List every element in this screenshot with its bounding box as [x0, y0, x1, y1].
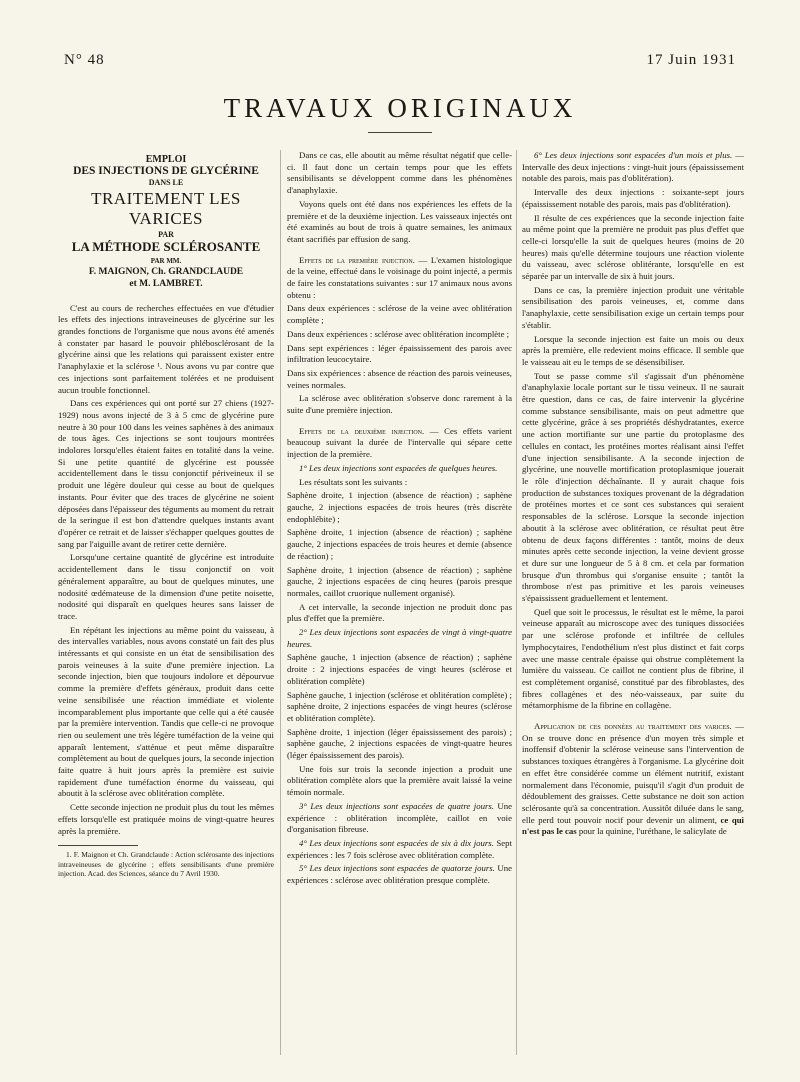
paragraph: 6° Les deux injections sont espacées d'un mois et plus. — Intervalle des deux injections : vingt-huit jours (épaississement notable des parois, mais pas d'oblitération). [522, 150, 744, 184]
paragraph: Cette seconde injection ne produit plus du tout les mêmes effets lorsqu'elle est pratiquée moins de vingt-quatre heures après la première. [58, 802, 274, 836]
paragraph: C'est au cours de recherches effectuées en vue d'étudier les effets des injections intraveineuses de glycérine sur les grandes fonctions de l'organisme que nous avons été amenés à constater par hasard le pouvoir phlébosclérosant de la glycérine ainsi que les relations qui paraissent exister entre l'anaphylaxie et la sclérose ¹. Nous avons vu par contre que ces injections sont parfaitement tolérées et ne produisent aucun trouble fonctionnel. [58, 302, 274, 395]
article-heading-line: PAR [158, 230, 174, 240]
paragraph: Voyons quels ont été dans nos expériences les effets de la première et de la deuxième injection. Les vaisseaux injectés ont été examinés au bout de trois à quatre semaines, les animaux étant sacrifiés par effusion de sang. [287, 198, 512, 244]
paragraph: La sclérose avec oblitération s'observe donc rarement à la suite d'une première injection. [287, 393, 512, 416]
list-item: Dans sept expériences : léger épaississement des parois avec infiltration leucocytaire. [287, 342, 512, 365]
case-title: 6° Les deux injections sont espacées d'un mois et plus. [534, 150, 733, 160]
paragraph: A cet intervalle, la seconde injection ne produit donc pas plus d'effet que la première. [287, 601, 512, 624]
article-heading-line: DANS LE [148, 178, 184, 188]
paragraph: Dans ce cas, elle aboutit au même résultat négatif que celle-ci. Il faut donc un certain temps pour que les effets sensibilisants se développent comme dans les phénomènes d'anaphylaxie. [287, 150, 512, 196]
paragraph: Lorsqu'une certaine quantité de glycérine est introduite accidentellement dans le tissu conjonctif on voit généralement apparaître, au bout de quelques minutes, une nodosité œdémateuse de la dimension d'une petite noisette, nodosité qui disparaît en quelques heures sans laisser de trace. [58, 552, 274, 621]
subsection-heading: Effets de la deuxième injection. [299, 425, 425, 436]
title-rule [368, 132, 432, 133]
column-divider [280, 150, 281, 1055]
case-title: 1° Les deux injections sont espacées de quelques heures. [299, 462, 498, 473]
paragraph: Une fois sur trois la seconde injection a produit une oblitération complète alors que la première avait laissé la veine témoin normale. [287, 763, 512, 798]
list-item: Saphène gauche, 1 injection (sclérose et oblitération complète) ; saphène droite, 2 injections espacées de vingt heures (sclérose et oblitération complète). [287, 689, 512, 723]
case-title: 4° Les deux injections sont espacées de six à dix jours. [299, 837, 494, 848]
list-item: Dans deux expériences : sclérose avec oblitération incomplète ; [287, 328, 510, 339]
paragraph: Effets de la deuxième injection. — Ces effets varient beaucoup suivant la durée de l'intervalle qui sépare cette injection de la première. [287, 425, 512, 460]
paragraph: 5° Les deux injections sont espacées de quatorze jours. Une expériences : sclérose avec oblitération presque complète. [287, 863, 513, 886]
byline-label: PAR MM. [150, 256, 182, 265]
subsection-heading: Application de ces données au traitement des varices. [534, 721, 732, 732]
paragraph: Il résulte de ces expériences que la seconde injection faite au même point que la première ne produit pas plus d'effet que celle-ci lorsqu'elle la suit de quelques heures (moins de 20 heures) mais qu'elle détermine toujours une réaction violente du vaisseau, avec sclérose oblitérante, lorsqu'elle en est séparée par un intervalle de six à huit jours. [522, 212, 744, 282]
case-title: 5° Les deux injections sont espacées de quatorze jours. [299, 863, 495, 874]
list-item: Saphène droite, 1 injection (absence de réaction) ; saphène gauche, 2 injections espacées de cinq heures (parois presque normales, caillot cruorique nullement organisé). [287, 564, 512, 598]
paragraph: 4° Les deux injections sont espacées de six à dix jours. Sept expériences : les 7 fois sclérose avec oblitération complète. [287, 837, 512, 860]
column-3 [522, 150, 744, 840]
footnote: 1. F. Maignon et Ch. Grandclaude : Action sclérosante des injections intraveineuses de glycérine ; effets sensibilisants d'une première injection. Acad. des Sciences, séance du 7 Avril 1930. [58, 850, 274, 879]
paragraph: Application de ces données au traitement des varices. — On se trouve donc en présence d'un moyen très simple et inoffensif d'obtenir la sclérose veineuse sans l'intervention de substances toxiques étrangères à l'organisme. La glycérine doit en effet être considérée comme un élément nutritif, existant normalement dans l'économie, puisqu'il s'agit d'un produit de dédoublement des graisses. Cette substance ne doit son action sclérosante qu'à sa concentration. Aussitôt diluée dans le sang, elle perd tout pouvoir nocif pour devenir un aliment, ce qui n'est pas le cas pour la quinine, l'uréthane, le salicylate de [522, 721, 744, 837]
paragraph: Lorsque la seconde injection est faite un mois ou deux après la première, elle redevient moins efficace. Il semble que le vaisseau ait eu le temps de se désensibiliser. [522, 333, 744, 367]
case-title: 2° Les deux injections sont espacées de vingt à vingt-quatre heures. [287, 627, 512, 649]
paragraph: Effets de la première injection. — L'examen histologique de la veine, effectué dans le voisinage du point injecté, a permis de faire les constatations suivantes : sur 17 animaux nous avons obtenu : [287, 254, 512, 300]
issue-date: 17 Juin 1931 [646, 52, 736, 68]
column-2 [287, 150, 512, 889]
list-item: Dans six expériences : absence de réaction des parois veineuses, veines normales. [287, 367, 512, 390]
authors: et M. LAMBRET. [129, 278, 203, 289]
list-item: Saphène droite, 1 injection (absence de réaction) ; saphène gauche, 2 injections espacées de trois heures et demie (absence de réaction) ; [287, 527, 512, 561]
column-divider [516, 150, 517, 1055]
article-heading-line: EMPLOI [145, 154, 187, 165]
paragraph: 3° Les deux injections sont espacées de quatre jours. Une expérience : oblitération incomplète, caillot en voie d'organisation fibreuse. [287, 800, 512, 835]
paragraph: Dans ce cas, la première injection produit une véritable sensibilisation des parois veineuses, et, comme dans l'anaphylaxie, cette sensibilisation exige un certain temps pour s'établir. [522, 284, 744, 330]
list-item: Saphène gauche, 1 injection (absence de réaction) ; saphène droite : 2 injections espacées de vingt heures (sclérose et oblitération complète) [287, 652, 512, 686]
article-heading-line: DES INJECTIONS DE GLYCÉRINE [73, 164, 259, 177]
list-item: Dans deux expériences : sclérose de la veine avec oblitération complète ; [287, 303, 512, 326]
paragraph: En répétant les injections au même point du vaisseau, à des intervalles variables, nous avons constaté un fait des plus intéressants et qui consiste en un état de sensibilisation des parois veineuses à la suite d'une première injection. La seconde injection, bien que toujours indolore et dépourvue comme la première d'effets généraux, produit dans cette veine sensibilisée une réaction immédiate et violente incomparablement plus importante que celle qui a été causée par la première intervention. Tandis que celle-ci ne provoque rien ou seulement une très légère tuméfaction de la veine qui apparaît lentement, s'atténue et peut même disparaître complètement au bout de quelques jours, la seconde injection faite quatre à huit jours après la première est suivie rapidement d'une tuméfaction énorme du vaisseau, qui aboutit à la sclérose avec oblitération complète. [58, 624, 274, 799]
article-title: TRAITEMENT LES VARICES [91, 189, 241, 229]
list-item: Saphène droite, 1 injection (léger épaississement des parois) ; saphène gauche, 2 injections espacées de vingt-quatre heures (léger épaississement des parois). [287, 726, 512, 761]
issue-number: N° 48 [64, 52, 105, 68]
case-title: 3° Les deux injections sont espacées de quatre jours. [299, 800, 494, 811]
column-1 [58, 150, 274, 881]
list-item: Saphène droite, 1 injection (absence de réaction) ; saphène gauche, 2 injections espacées de trois heures (très discrète endophlébite) ; [287, 490, 512, 524]
article-subtitle: LA MÉTHODE SCLÉROSANTE [71, 238, 261, 254]
paragraph: Intervalle des deux injections : soixante-sept jours (épaississement notable des parois, mais pas d'oblitération). [522, 187, 744, 209]
paragraph: Tout se passe comme s'il s'agissait d'un phénomène d'anaphylaxie locale portant sur le tissu veineux. Il ne saurait être question, dans ce cas, de faire intervenir la glycérine comme substance sensibilisante, mais on peut admettre que cette glycérine, grâce à ses propriétés déshydratantes, exerce une action mortifiante sur une partie du protoplasme des cellules en contact, les protéines mortes réalisant ainsi l'effet d'une injection sensibilisante. A la seconde injection de glycérine, une nouvelle mortification protoplasmique jouerait le rôle d'injection déchaînante. Il y aurait chaque fois production de substances toxiques provenant de la dégradation de protéines mortes et ce sont ces substances qui seraient responsables de la sclérose. Lorsque la seconde injection aboutit à la sclérose avec oblitération, ce résultat peut être obtenu de deux façons différentes : tantôt, moins de deux minutes après cette seconde injection, la veine devient grosse et dure sur une longueur de 5 à 8 cm. et cela par formation brusque d'un thrombus qui s'organise ensuite ; tantôt la thrombose n'est pas primitive et les parois veineuses s'épaississent graduellement et lentement. [522, 370, 744, 604]
paragraph: Quel que soit le processus, le résultat est le même, la paroi veineuse apparaît au microscope avec des tuniques dissociées par une sclérose profonde et infiltrée de cellules lymphocytaires, l'endothélium n'est plus distinct et fait corps avec une masse centrale épaisse qui obstrue complètement la lumière du vaisseau. Ce caillot ne contient plus de fibrine, il est complètement organisé, constitué par des fibroblastes, des fibres collagènes et des néo-vaisseaux, par suite du métamorphisme de la fibrine en collagène. [522, 606, 744, 711]
footnote-rule [58, 845, 138, 846]
section-title: TRAVAUX ORIGINAUX [223, 93, 577, 123]
authors: F. MAIGNON, Ch. GRANDCLAUDE [88, 267, 244, 278]
paragraph: Dans ces expériences qui ont porté sur 27 chiens (1927-1929) nous avons injecté de 3 à 5 cmc de glycérine pure neutre à 30 pour 100 dans les veines saphènes à des animaux de tous âges. Ces injections se sont toujours montrées indolores lorsqu'elles étaient faites en totalité dans la veine. Si une petite quantité de glycérine est poussée accidentellement dans le tissu conjonctif périveineux il se produit une légère douleur qui cesse au bout de quelques instants. Pour éviter que des traces de glycérine ne soient déposées dans l'épaisseur des téguments au moment du retrait de la seringue il est bon d'attendre quelques instants avant d'opérer ce retrait et de laisser s'échapper quelques gouttes de sang par l'aiguille avant de retirer cette dernière. [58, 398, 274, 549]
subsection-heading: Effets de la première injection. [299, 254, 415, 265]
paragraph: Les résultats sont les suivants : [299, 476, 408, 487]
